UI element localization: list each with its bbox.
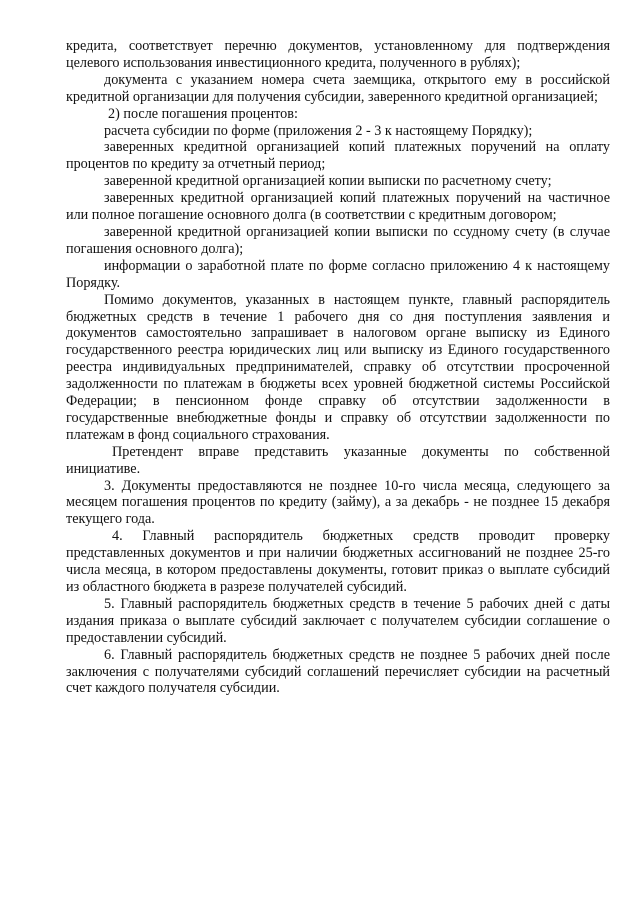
paragraph-payment-orders-principal: заверенных кредитной организацией копий платежных поручений на частичное или полное погашение основного долга (в соответствии с кредитным договором; (66, 190, 610, 224)
paragraph-payment-orders-interest: заверенных кредитной организацией копий платежных поручений на оплату процентов по кредиту за отчетный период; (66, 139, 610, 173)
document-body (66, 38, 610, 697)
paragraph-clause-5: 5. Главный распорядитель бюджетных средств в течение 5 рабочих дней с даты издания приказа о выплате субсидий заключает с получателем субсидии соглашение о предоставлении субсидий. (66, 595, 610, 646)
paragraph-clause-6: 6. Главный распорядитель бюджетных средств не позднее 5 рабочих дней после заключения с получателями субсидий соглашений перечисляет субсидии на расчетный счет каждого получателя субсидии. (66, 646, 610, 697)
paragraph-borrower-account: документа с указанием номера счета заемщика, открытого ему в российской кредитной организации для получения субсидии, заверенного кредитной организацией; (66, 71, 610, 105)
paragraph-applicant-initiative: Претендент вправе представить указанные документы по собственной инициативе. (66, 443, 610, 477)
paragraph-subsidy-calculation: расчета субсидии по форме (приложения 2 - 3 к настоящему Порядку); (104, 122, 533, 139)
paragraph-additional-requests: Помимо документов, указанных в настоящем пункте, главный распорядитель бюджетных средств в течение 1 рабочего дня со дня поступления заявления и документов самостоятельно запрашивает в налоговом органе выписку из Единого государственного реестра юридических лиц или выписку из Единого государственного реестра индивидуальных предпринимателей, справку об отсутствии просроченной задолженности по платежам в бюджеты всех уровней бюджетной системы Российской Федерации; в пенсионном фонде справку об отсутствии задолженности в государственные внебюджетные фонды и справку об отсутствии задолженности по платежам в фонд социального страхования. (66, 291, 610, 443)
paragraph-loan-account-statement: заверенной кредитной организацией копии выписки по ссудному счету (в случае погашения основного долга); (66, 223, 610, 257)
paragraph-clause-3: 3. Документы предоставляются не позднее 10-го числа месяца, следующего за месяцем погашения процентов по кредиту (займу), а за декабрь - не позднее 15 декабря текущего года. (66, 477, 610, 528)
paragraph-settlement-statement: заверенной кредитной организацией копии выписки по расчетному счету; (104, 173, 552, 190)
paragraph-after-interest-heading: 2) после погашения процентов: (108, 105, 298, 122)
paragraph-credit-documents: кредита, соответствует перечню документов, установленному для подтверждения целевого использования инвестиционного кредита, полученного в рублях); (66, 38, 610, 71)
paragraph-clause-4: 4. Главный распорядитель бюджетных средств проводит проверку представленных документов и при наличии бюджетных ассигнований не позднее 25-го числа месяца, в котором предоставлены документы, готовит приказ о выплате субсидий из областного бюджета в разрезе получателей субсидий. (66, 528, 610, 595)
paragraph-salary-information: информации о заработной плате по форме согласно приложению 4 к настоящему Порядку. (66, 257, 610, 291)
